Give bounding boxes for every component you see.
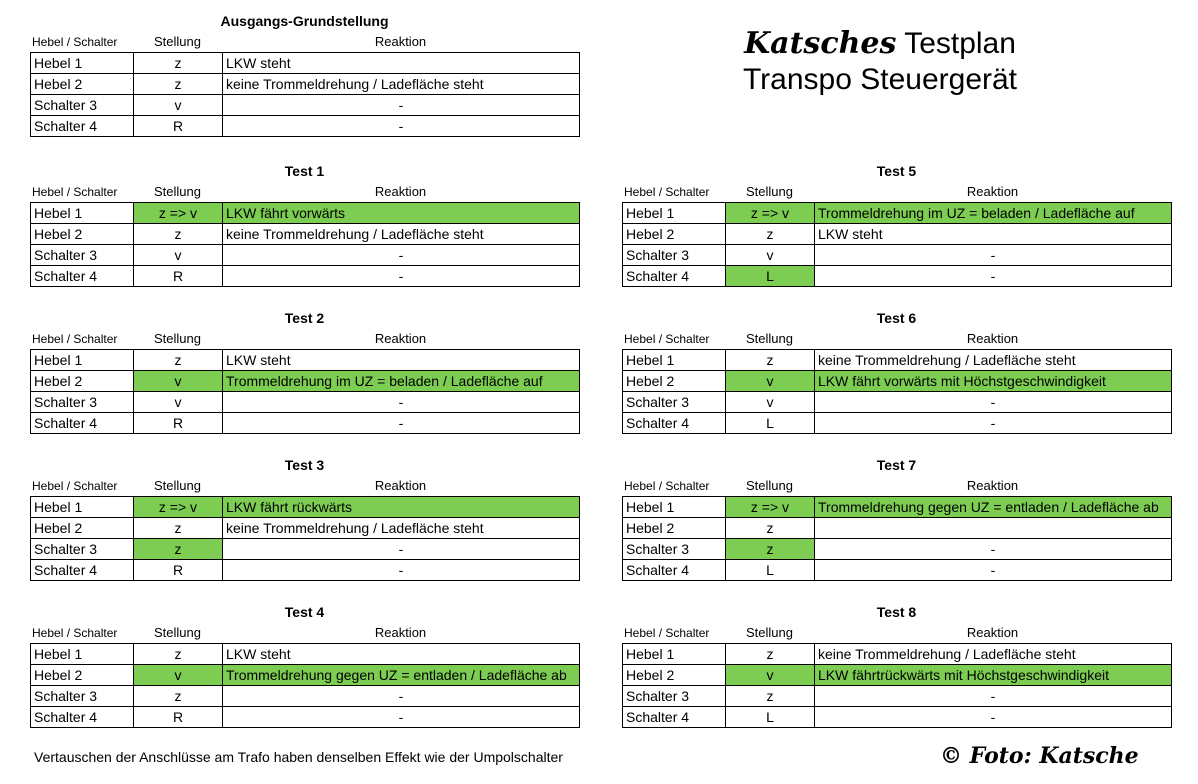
cell-control-name: Schalter 4 bbox=[623, 560, 726, 581]
cell-reaction: - bbox=[223, 95, 580, 116]
table-title: Test 5 bbox=[876, 163, 917, 179]
footnote: Vertauschen der Anschlüsse am Trafo haben denselben Effekt wie der Umpolschalter bbox=[34, 749, 563, 765]
column-header-reaction: Reaktion bbox=[966, 478, 1019, 493]
main-title bbox=[700, 26, 1060, 98]
cell-reaction: Trommeldrehung im UZ = beladen / Ladefläche auf bbox=[223, 371, 580, 392]
table-row bbox=[623, 539, 1172, 560]
table-row bbox=[31, 350, 580, 371]
table-row bbox=[623, 644, 1172, 665]
cell-reaction: Trommeldrehung gegen UZ = entladen / Ladefläche ab bbox=[815, 497, 1172, 518]
table-row bbox=[31, 707, 580, 728]
cell-reaction: - bbox=[223, 539, 580, 560]
cell-control-name: Hebel 1 bbox=[31, 350, 134, 371]
table-row bbox=[31, 203, 580, 224]
cell-position: L bbox=[726, 266, 815, 287]
table-row bbox=[31, 371, 580, 392]
table-row bbox=[623, 665, 1172, 686]
column-headers bbox=[30, 34, 579, 50]
column-header-reaction: Reaktion bbox=[966, 184, 1019, 199]
cell-position: L bbox=[726, 707, 815, 728]
cell-reaction: keine Trommeldrehung / Ladefläche steht bbox=[223, 518, 580, 539]
cell-reaction: LKW fährt vorwärts bbox=[223, 203, 580, 224]
cell-control-name: Hebel 1 bbox=[623, 497, 726, 518]
column-header-lever: Hebel / Schalter bbox=[32, 626, 118, 640]
column-header-position: Stellung bbox=[746, 478, 793, 493]
column-headers bbox=[30, 331, 579, 347]
column-header-position: Stellung bbox=[154, 478, 201, 493]
column-header-reaction: Reaktion bbox=[374, 625, 427, 640]
column-headers bbox=[30, 184, 579, 200]
cell-reaction: LKW steht bbox=[815, 224, 1172, 245]
cell-position: z => v bbox=[134, 497, 223, 518]
cell-position: z => v bbox=[726, 203, 815, 224]
cell-reaction: LKW steht bbox=[223, 644, 580, 665]
cell-reaction: - bbox=[223, 686, 580, 707]
cell-position: R bbox=[134, 560, 223, 581]
column-header-position: Stellung bbox=[154, 625, 201, 640]
column-headers bbox=[622, 478, 1171, 494]
cell-control-name: Hebel 1 bbox=[623, 644, 726, 665]
cell-reaction: LKW fährtrückwärts mit Höchstgeschwindigkeit bbox=[815, 665, 1172, 686]
cell-control-name: Hebel 2 bbox=[31, 371, 134, 392]
cell-control-name: Schalter 3 bbox=[31, 539, 134, 560]
cell-control-name: Schalter 4 bbox=[31, 413, 134, 434]
table-row bbox=[623, 392, 1172, 413]
cell-reaction: - bbox=[223, 266, 580, 287]
cell-position: v bbox=[726, 665, 815, 686]
column-header-position: Stellung bbox=[746, 331, 793, 346]
cell-control-name: Schalter 3 bbox=[623, 245, 726, 266]
cell-control-name: Schalter 4 bbox=[623, 266, 726, 287]
table-title: Test 4 bbox=[284, 604, 325, 620]
cell-control-name: Schalter 3 bbox=[31, 95, 134, 116]
cell-control-name: Hebel 2 bbox=[623, 371, 726, 392]
cell-position: z bbox=[726, 224, 815, 245]
test-table bbox=[30, 202, 580, 287]
table-row bbox=[31, 539, 580, 560]
cell-position: z bbox=[726, 350, 815, 371]
test-table bbox=[30, 496, 580, 581]
cell-reaction: LKW steht bbox=[223, 53, 580, 74]
cell-position: z bbox=[726, 686, 815, 707]
column-header-lever: Hebel / Schalter bbox=[624, 479, 710, 493]
cell-control-name: Schalter 4 bbox=[31, 707, 134, 728]
table-row bbox=[623, 371, 1172, 392]
test-table bbox=[622, 496, 1172, 581]
brand-name: Katsches bbox=[744, 26, 897, 61]
title-line bbox=[700, 26, 1060, 62]
cell-position: v bbox=[134, 95, 223, 116]
column-header-position: Stellung bbox=[154, 184, 201, 199]
cell-control-name: Schalter 3 bbox=[623, 686, 726, 707]
table-row bbox=[31, 518, 580, 539]
table-row bbox=[623, 413, 1172, 434]
cell-control-name: Hebel 2 bbox=[31, 224, 134, 245]
table-row bbox=[623, 224, 1172, 245]
table-row bbox=[31, 224, 580, 245]
cell-control-name: Hebel 2 bbox=[623, 665, 726, 686]
test-table bbox=[622, 349, 1172, 434]
cell-position: z => v bbox=[726, 497, 815, 518]
cell-reaction: - bbox=[223, 116, 580, 137]
cell-reaction: - bbox=[223, 413, 580, 434]
table-row bbox=[31, 245, 580, 266]
table-row bbox=[31, 644, 580, 665]
column-header-lever: Hebel / Schalter bbox=[32, 479, 118, 493]
test-table bbox=[622, 643, 1172, 728]
table-row bbox=[31, 116, 580, 137]
cell-control-name: Hebel 2 bbox=[31, 518, 134, 539]
cell-control-name: Hebel 2 bbox=[623, 224, 726, 245]
cell-control-name: Schalter 4 bbox=[623, 707, 726, 728]
test-table bbox=[30, 349, 580, 434]
cell-control-name: Hebel 1 bbox=[623, 203, 726, 224]
table-row bbox=[623, 686, 1172, 707]
table-row bbox=[623, 560, 1172, 581]
cell-control-name: Schalter 3 bbox=[623, 539, 726, 560]
column-header-reaction: Reaktion bbox=[374, 478, 427, 493]
cell-reaction: keine Trommeldrehung / Ladefläche steht bbox=[223, 224, 580, 245]
cell-reaction: - bbox=[815, 266, 1172, 287]
cell-position: R bbox=[134, 266, 223, 287]
cell-reaction: - bbox=[223, 245, 580, 266]
cell-position: v bbox=[134, 245, 223, 266]
cell-control-name: Hebel 1 bbox=[623, 350, 726, 371]
cell-position: z bbox=[134, 644, 223, 665]
column-header-lever: Hebel / Schalter bbox=[624, 185, 710, 199]
column-headers bbox=[622, 331, 1171, 347]
table-row bbox=[31, 53, 580, 74]
column-header-position: Stellung bbox=[154, 34, 201, 49]
table-title: Test 1 bbox=[284, 163, 325, 179]
cell-position: z bbox=[134, 539, 223, 560]
table-row bbox=[31, 413, 580, 434]
cell-position: L bbox=[726, 413, 815, 434]
column-header-lever: Hebel / Schalter bbox=[624, 626, 710, 640]
cell-control-name: Schalter 3 bbox=[31, 392, 134, 413]
table-title: Test 8 bbox=[876, 604, 917, 620]
column-header-lever: Hebel / Schalter bbox=[32, 35, 118, 49]
cell-position: z bbox=[134, 686, 223, 707]
cell-position: z => v bbox=[134, 203, 223, 224]
table-row bbox=[31, 95, 580, 116]
cell-position: z bbox=[134, 53, 223, 74]
cell-position: z bbox=[134, 518, 223, 539]
column-headers bbox=[30, 625, 579, 641]
table-row bbox=[623, 266, 1172, 287]
cell-reaction: - bbox=[815, 707, 1172, 728]
cell-control-name: Hebel 2 bbox=[31, 665, 134, 686]
column-header-lever: Hebel / Schalter bbox=[32, 332, 118, 346]
column-header-reaction: Reaktion bbox=[374, 34, 427, 49]
cell-control-name: Schalter 4 bbox=[31, 266, 134, 287]
cell-position: R bbox=[134, 413, 223, 434]
table-row bbox=[31, 392, 580, 413]
cell-reaction: - bbox=[815, 392, 1172, 413]
column-header-position: Stellung bbox=[746, 184, 793, 199]
cell-control-name: Hebel 1 bbox=[31, 644, 134, 665]
test-table bbox=[30, 643, 580, 728]
table-row bbox=[31, 665, 580, 686]
cell-control-name: Schalter 4 bbox=[623, 413, 726, 434]
cell-control-name: Hebel 1 bbox=[31, 203, 134, 224]
cell-position: v bbox=[726, 245, 815, 266]
table-title: Test 6 bbox=[876, 310, 917, 326]
cell-reaction: keine Trommeldrehung / Ladefläche steht bbox=[815, 350, 1172, 371]
cell-control-name: Hebel 2 bbox=[623, 518, 726, 539]
cell-reaction: - bbox=[815, 686, 1172, 707]
table-title: Test 3 bbox=[284, 457, 325, 473]
test-table bbox=[30, 52, 580, 137]
column-headers bbox=[622, 625, 1171, 641]
cell-position: R bbox=[134, 116, 223, 137]
cell-position: v bbox=[134, 371, 223, 392]
cell-reaction: LKW fährt vorwärts mit Höchstgeschwindigkeit bbox=[815, 371, 1172, 392]
cell-control-name: Hebel 1 bbox=[31, 53, 134, 74]
column-header-lever: Hebel / Schalter bbox=[624, 332, 710, 346]
table-row bbox=[623, 518, 1172, 539]
table-row bbox=[31, 266, 580, 287]
cell-reaction: - bbox=[815, 413, 1172, 434]
column-header-lever: Hebel / Schalter bbox=[32, 185, 118, 199]
cell-position: v bbox=[726, 392, 815, 413]
cell-reaction bbox=[815, 518, 1172, 539]
cell-control-name: Schalter 4 bbox=[31, 116, 134, 137]
table-row bbox=[623, 350, 1172, 371]
cell-position: z bbox=[134, 224, 223, 245]
cell-reaction: LKW fährt rückwärts bbox=[223, 497, 580, 518]
cell-reaction: Trommeldrehung im UZ = beladen / Ladefläche auf bbox=[815, 203, 1172, 224]
table-row bbox=[623, 707, 1172, 728]
cell-position: v bbox=[134, 665, 223, 686]
test-table bbox=[622, 202, 1172, 287]
cell-control-name: Hebel 2 bbox=[31, 74, 134, 95]
cell-position: z bbox=[726, 539, 815, 560]
title-text: Testplan bbox=[904, 27, 1016, 60]
cell-reaction: Trommeldrehung gegen UZ = entladen / Ladefläche ab bbox=[223, 665, 580, 686]
cell-control-name: Schalter 3 bbox=[31, 245, 134, 266]
cell-control-name: Schalter 3 bbox=[31, 686, 134, 707]
table-row bbox=[623, 245, 1172, 266]
cell-position: L bbox=[726, 560, 815, 581]
table-title: Test 7 bbox=[876, 457, 917, 473]
table-row bbox=[31, 686, 580, 707]
cell-position: R bbox=[134, 707, 223, 728]
column-header-reaction: Reaktion bbox=[966, 331, 1019, 346]
cell-control-name: Schalter 3 bbox=[623, 392, 726, 413]
column-header-reaction: Reaktion bbox=[374, 184, 427, 199]
table-row bbox=[31, 74, 580, 95]
cell-position: v bbox=[726, 371, 815, 392]
cell-position: z bbox=[726, 518, 815, 539]
cell-reaction: - bbox=[223, 707, 580, 728]
table-title: Ausgangs-Grundstellung bbox=[220, 13, 389, 29]
cell-reaction: keine Trommeldrehung / Ladefläche steht bbox=[223, 74, 580, 95]
table-row bbox=[31, 497, 580, 518]
column-headers bbox=[622, 184, 1171, 200]
cell-position: z bbox=[134, 350, 223, 371]
column-header-position: Stellung bbox=[154, 331, 201, 346]
subtitle: Transpo Steuergerät bbox=[742, 63, 1018, 96]
cell-position: z bbox=[726, 644, 815, 665]
table-row bbox=[623, 203, 1172, 224]
column-header-position: Stellung bbox=[746, 625, 793, 640]
cell-reaction: - bbox=[223, 392, 580, 413]
cell-position: z bbox=[134, 74, 223, 95]
column-header-reaction: Reaktion bbox=[374, 331, 427, 346]
cell-control-name: Hebel 1 bbox=[31, 497, 134, 518]
column-header-reaction: Reaktion bbox=[966, 625, 1019, 640]
table-row bbox=[31, 560, 580, 581]
table-title: Test 2 bbox=[284, 310, 325, 326]
cell-reaction: - bbox=[815, 560, 1172, 581]
column-headers bbox=[30, 478, 579, 494]
cell-position: v bbox=[134, 392, 223, 413]
table-row bbox=[623, 497, 1172, 518]
cell-reaction: LKW steht bbox=[223, 350, 580, 371]
cell-reaction: keine Trommeldrehung / Ladefläche steht bbox=[815, 644, 1172, 665]
cell-reaction: - bbox=[815, 245, 1172, 266]
cell-reaction: - bbox=[815, 539, 1172, 560]
photo-credit: © Foto: Katsche bbox=[940, 743, 1139, 769]
cell-reaction: - bbox=[223, 560, 580, 581]
cell-control-name: Schalter 4 bbox=[31, 560, 134, 581]
